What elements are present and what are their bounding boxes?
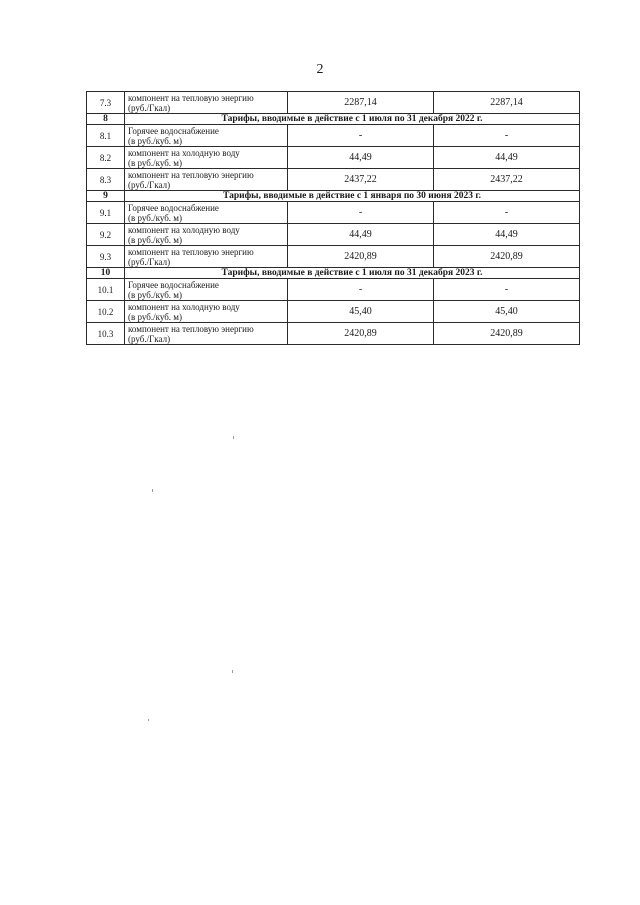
row-name xyxy=(125,147,288,169)
row-value-1: 2420,89 xyxy=(288,323,434,345)
row-name xyxy=(125,279,288,301)
row-name xyxy=(125,323,288,345)
table-row xyxy=(87,246,580,268)
row-number: 10.2 xyxy=(87,301,125,323)
tariff-table xyxy=(86,91,580,345)
section-header-row xyxy=(87,114,580,125)
row-name-line2: (в руб./куб. м) xyxy=(128,157,182,168)
row-name-line1: Горячее водоснабжение xyxy=(128,279,219,290)
row-name-line2: (в руб./куб. м) xyxy=(128,311,182,322)
row-value-2: 44,49 xyxy=(434,147,580,169)
row-value-2: 2287,14 xyxy=(434,92,580,114)
section-number: 8 xyxy=(87,114,125,125)
row-name-line2: (руб./Гкал) xyxy=(128,102,171,113)
section-number: 9 xyxy=(87,191,125,202)
table-row xyxy=(87,92,580,114)
scan-speck xyxy=(148,719,149,721)
row-number: 10.1 xyxy=(87,279,125,301)
table-row xyxy=(87,147,580,169)
row-name-line1: компонент на холодную воду xyxy=(128,147,240,158)
row-name xyxy=(125,125,288,147)
table-row xyxy=(87,224,580,246)
section-number: 10 xyxy=(87,268,125,279)
row-name xyxy=(125,224,288,246)
row-value-2: 45,40 xyxy=(434,301,580,323)
row-value-1: 2420,89 xyxy=(288,246,434,268)
row-name-line2: (в руб./куб. м) xyxy=(128,212,182,223)
row-name-line2: (в руб./куб. м) xyxy=(128,135,182,146)
row-value-1: 2287,14 xyxy=(288,92,434,114)
row-name-line1: компонент на тепловую энергию xyxy=(128,246,254,257)
row-value-2: 2420,89 xyxy=(434,323,580,345)
table-row xyxy=(87,279,580,301)
row-value-1: - xyxy=(288,202,434,224)
row-value-1: 44,49 xyxy=(288,224,434,246)
row-name-line2: (в руб./куб. м) xyxy=(128,234,182,245)
row-value-2: 2437,22 xyxy=(434,169,580,191)
row-name-line1: компонент на тепловую энергию xyxy=(128,323,254,334)
row-name-line1: компонент на холодную воду xyxy=(128,301,240,312)
row-value-1: - xyxy=(288,125,434,147)
row-name-line1: компонент на тепловую энергию xyxy=(128,169,254,180)
tariff-table-body xyxy=(87,92,580,345)
row-value-1: 45,40 xyxy=(288,301,434,323)
row-number: 10.3 xyxy=(87,323,125,345)
row-value-1: - xyxy=(288,279,434,301)
row-name xyxy=(125,246,288,268)
row-number: 8.1 xyxy=(87,125,125,147)
row-name xyxy=(125,202,288,224)
row-number: 8.2 xyxy=(87,147,125,169)
row-number: 9.3 xyxy=(87,246,125,268)
scan-speck xyxy=(152,489,153,492)
section-title: Тарифы, вводимые в действие с 1 июля по 31 декабря 2022 г. xyxy=(125,114,580,125)
row-number: 7.3 xyxy=(87,92,125,114)
scan-speck xyxy=(232,670,233,673)
row-value-2: - xyxy=(434,202,580,224)
row-name-line1: компонент на тепловую энергию xyxy=(128,92,254,103)
row-name-line2: (руб./Гкал) xyxy=(128,333,171,344)
row-value-2: 44,49 xyxy=(434,224,580,246)
table-row xyxy=(87,169,580,191)
row-value-1: 2437,22 xyxy=(288,169,434,191)
row-name-line2: (руб./Гкал) xyxy=(128,256,171,267)
row-value-1: 44,49 xyxy=(288,147,434,169)
row-name xyxy=(125,169,288,191)
page-number: 2 xyxy=(316,62,324,77)
row-name xyxy=(125,92,288,114)
row-name-line1: компонент на холодную воду xyxy=(128,224,240,235)
row-name-line1: Горячее водоснабжение xyxy=(128,202,219,213)
row-value-2: - xyxy=(434,279,580,301)
section-title: Тарифы, вводимые в действие с 1 января по 30 июня 2023 г. xyxy=(125,191,580,202)
section-title: Тарифы, вводимые в действие с 1 июля по 31 декабря 2023 г. xyxy=(125,268,580,279)
table-row xyxy=(87,301,580,323)
scan-speck xyxy=(233,436,234,439)
row-value-2: - xyxy=(434,125,580,147)
section-header-row xyxy=(87,268,580,279)
section-header-row xyxy=(87,191,580,202)
table-row xyxy=(87,323,580,345)
row-value-2: 2420,89 xyxy=(434,246,580,268)
row-name-line2: (в руб./куб. м) xyxy=(128,289,182,300)
row-number: 9.1 xyxy=(87,202,125,224)
row-name xyxy=(125,301,288,323)
row-number: 9.2 xyxy=(87,224,125,246)
row-name-line1: Горячее водоснабжение xyxy=(128,125,219,136)
row-number: 8.3 xyxy=(87,169,125,191)
table-row xyxy=(87,202,580,224)
row-name-line2: (руб./Гкал) xyxy=(128,179,171,190)
table-row xyxy=(87,125,580,147)
